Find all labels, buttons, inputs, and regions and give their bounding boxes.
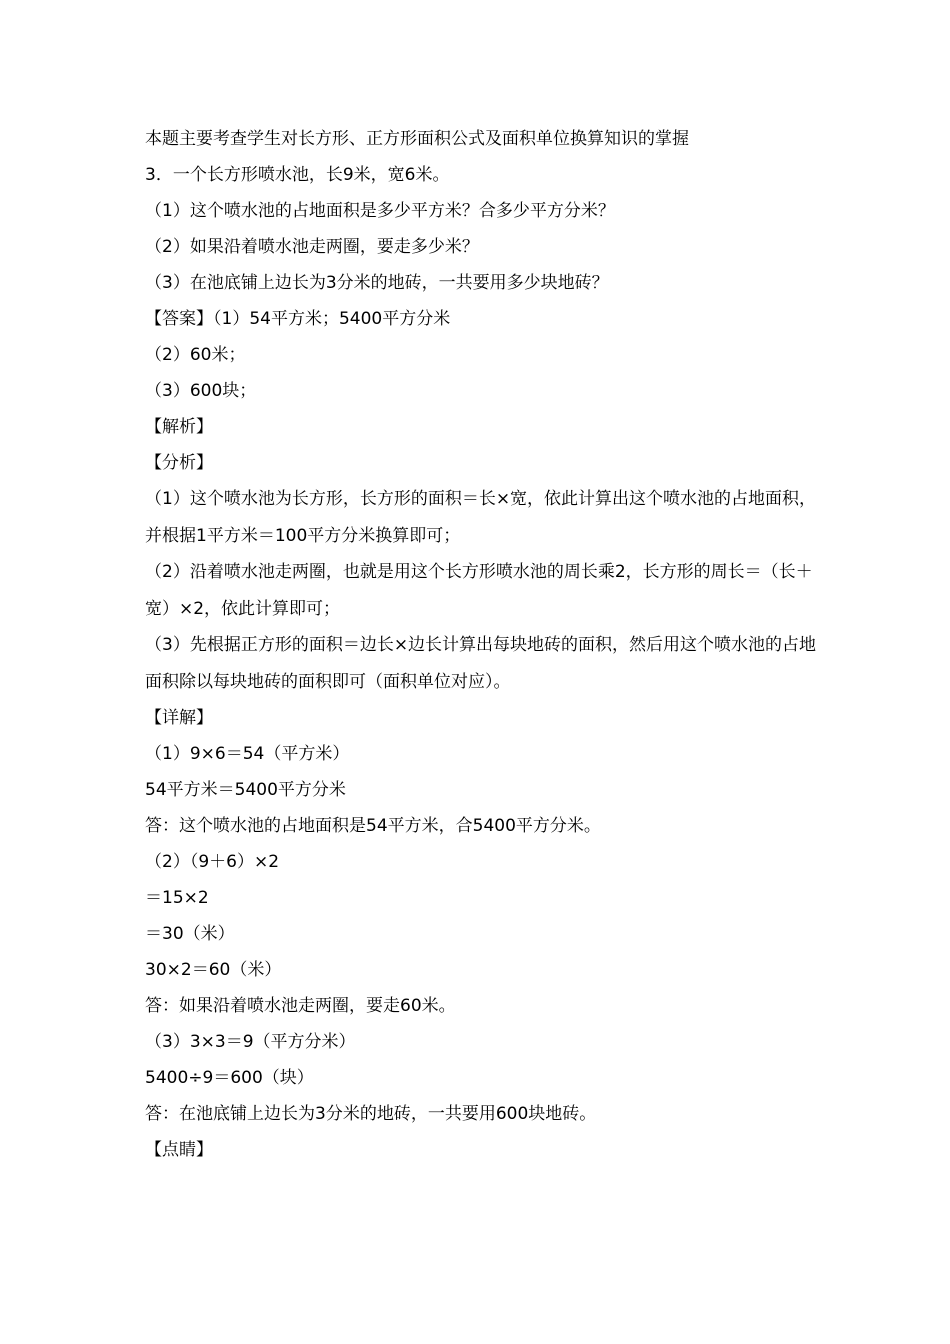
analysis-part-1: （1）这个喷水池为长方形，长方形的面积＝长×宽，依此计算出这个喷水池的占地面积，并根据1平方米＝100平方分米换算即可； <box>145 489 817 546</box>
detail-step-8: 5400÷9＝600（块） <box>145 1068 314 1088</box>
detail-step-2: 54平方米＝5400平方分米 <box>145 780 346 800</box>
answer-part-1: 【答案】（1）54平方米；5400平方分米 <box>145 309 451 329</box>
detail-step-7: （3）3×3＝9（平方分米） <box>145 1032 356 1052</box>
section-heading-jiexi: 【解析】 <box>145 417 213 437</box>
question-title: 3．一个长方形喷水池，长9米，宽6米。 <box>145 165 450 185</box>
detail-step-1: （1）9×6＝54（平方米） <box>145 744 350 764</box>
section-heading-dianjing: 【点睛】 <box>145 1140 213 1160</box>
detail-step-3: （2）（9＋6）×2 <box>145 852 280 872</box>
detail-answer-3: 答：在池底铺上边长为3分米的地砖，一共要用600块地砖。 <box>145 1104 597 1124</box>
section-heading-xiangjie: 【详解】 <box>145 708 213 728</box>
detail-answer-2: 答：如果沿着喷水池走两圈，要走60米。 <box>145 996 456 1016</box>
answer-part-3: （3）600块； <box>145 381 257 401</box>
detail-step-4: ＝15×2 <box>145 888 209 908</box>
detail-step-6: 30×2＝60（米） <box>145 960 282 980</box>
answer-part-2: （2）60米； <box>145 345 246 365</box>
detail-step-5: ＝30（米） <box>145 924 235 944</box>
summary-line: 本题主要考查学生对长方形、正方形面积公式及面积单位换算知识的掌握 <box>145 129 689 149</box>
question-part-1: （1）这个喷水池的占地面积是多少平方米？合多少平方分米？ <box>145 201 615 221</box>
question-part-3: （3）在池底铺上边长为3分米的地砖，一共要用多少块地砖？ <box>145 273 609 293</box>
analysis-part-3: （3）先根据正方形的面积＝边长×边长计算出每块地砖的面积，然后用这个喷水池的占地面积除以每块地砖的面积即可（面积单位对应）。 <box>145 635 817 692</box>
analysis-part-2: （2）沿着喷水池走两圈，也就是用这个长方形喷水池的周长乘2，长方形的周长＝（长＋宽）×2，依此计算即可； <box>145 562 813 619</box>
section-heading-fenxi: 【分析】 <box>145 453 213 473</box>
question-part-2: （2）如果沿着喷水池走两圈，要走多少米？ <box>145 237 479 257</box>
detail-answer-1: 答：这个喷水池的占地面积是54平方米，合5400平方分米。 <box>145 816 601 836</box>
document-page <box>145 121 825 1168</box>
